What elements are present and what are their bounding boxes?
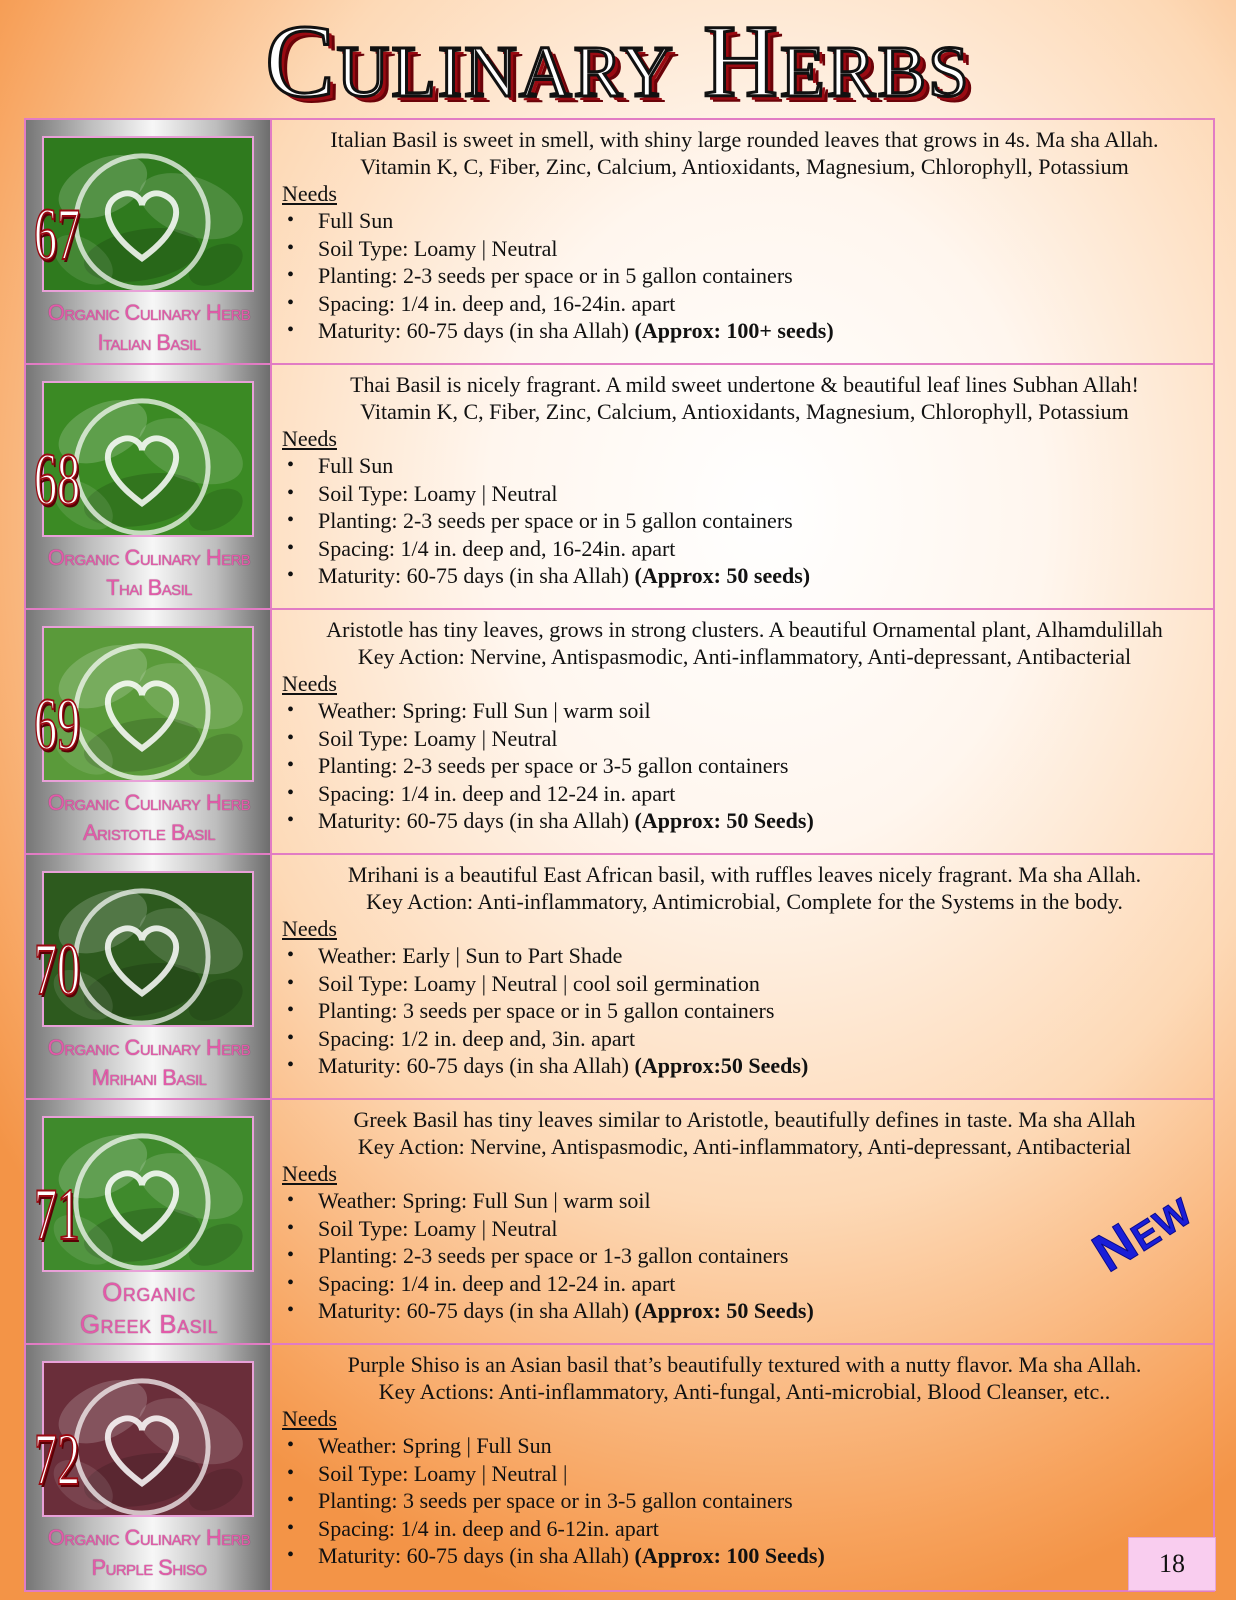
needs-list bbox=[282, 452, 1207, 590]
herb-info-cell bbox=[274, 1100, 1213, 1343]
needs-item-text: Planting: 3 seeds per space or in 5 gallon containers bbox=[318, 998, 775, 1024]
herb-number: 70 bbox=[34, 929, 80, 1011]
needs-item-text: Weather: Spring | Full Sun bbox=[318, 1433, 552, 1458]
page-title: Culinary Herbs bbox=[265, 4, 971, 119]
needs-label: Needs bbox=[282, 916, 337, 941]
page-number: 18 bbox=[1128, 1537, 1216, 1591]
needs-item bbox=[282, 997, 1207, 1025]
needs-list bbox=[282, 697, 1207, 835]
herb-row bbox=[26, 365, 1213, 610]
needs-item-text: Soil Type: Loamy | Neutral bbox=[318, 725, 558, 751]
herb-description: Greek Basil has tiny leaves similar to Aristotle, beautifully defines in taste. Ma sha Allah bbox=[353, 1107, 1136, 1132]
herb-description: Mrihani is a beautiful East African basil, with ruffles leaves nicely fragrant. Ma sha Allah. bbox=[347, 862, 1142, 887]
needs-item bbox=[282, 697, 1207, 725]
herb-row bbox=[26, 1345, 1213, 1590]
maturity-text: Maturity: 60-75 days (in sha Allah) bbox=[318, 1543, 630, 1569]
maturity-text: Maturity: 60-75 days (in sha Allah) bbox=[318, 1053, 630, 1079]
herb-description: Aristotle has tiny leaves, grows in strong clusters. A beautiful Ornamental plant, Alhamdulillah bbox=[326, 617, 1163, 642]
needs-item bbox=[282, 1487, 1207, 1515]
maturity-text: Maturity: 60-75 days (in sha Allah) bbox=[318, 318, 630, 344]
needs-label: Needs bbox=[282, 1161, 337, 1186]
needs-list bbox=[282, 1187, 1207, 1325]
herb-caption-line2: Greek Basil bbox=[79, 1309, 219, 1339]
needs-item bbox=[282, 725, 1207, 753]
needs-item-text: Spacing: 1/4 in. deep and 6-12in. apart bbox=[318, 1515, 659, 1541]
seed-count: (Approx: 100 Seeds) bbox=[634, 1543, 825, 1569]
needs-item bbox=[282, 780, 1207, 808]
herb-caption-line2: Purple Shiso bbox=[91, 1555, 207, 1580]
herb-caption bbox=[26, 298, 272, 358]
herb-row bbox=[26, 610, 1213, 855]
needs-item bbox=[282, 452, 1207, 480]
needs-item-maturity bbox=[282, 1297, 1207, 1325]
herb-number: 69 bbox=[34, 684, 80, 766]
needs-item-text: Planting: 3 seeds per space or in 3-5 gallon containers bbox=[318, 1488, 793, 1514]
herb-table bbox=[24, 118, 1215, 1592]
herb-image-cell bbox=[26, 855, 272, 1098]
herb-caption-line1: Organic Culinary Herb bbox=[47, 1525, 251, 1550]
herb-row bbox=[26, 1100, 1213, 1345]
needs-list bbox=[282, 1432, 1207, 1570]
needs-item bbox=[282, 507, 1207, 535]
needs-item-text: Soil Type: Loamy | Neutral | bbox=[318, 1460, 568, 1486]
herb-description: Purple Shiso is an Asian basil that’s beautifully textured with a nutty flavor. Ma sha Allah. bbox=[347, 1352, 1142, 1377]
herb-caption bbox=[26, 1276, 272, 1340]
needs-item-maturity bbox=[282, 1542, 1207, 1570]
needs-item-text: Soil Type: Loamy | Neutral | cool soil germination bbox=[318, 970, 760, 996]
herb-key-line: Key Action: Nervine, Antispasmodic, Anti-inflammatory, Anti-depressant, Antibacterial bbox=[357, 1134, 1132, 1159]
needs-item bbox=[282, 535, 1207, 563]
herb-info-cell bbox=[274, 365, 1213, 608]
herb-caption-line1: Organic Culinary Herb bbox=[47, 300, 251, 325]
maturity-text: Maturity: 60-75 days (in sha Allah) bbox=[318, 1298, 630, 1324]
needs-item-text: Full Sun bbox=[318, 453, 394, 478]
herb-row bbox=[26, 855, 1213, 1100]
herb-number: 68 bbox=[34, 439, 80, 521]
herb-caption bbox=[26, 788, 272, 848]
needs-item bbox=[282, 942, 1207, 970]
needs-label: Needs bbox=[282, 181, 337, 206]
needs-item bbox=[282, 235, 1207, 263]
seed-count: (Approx: 50 Seeds) bbox=[634, 1298, 814, 1324]
needs-label: Needs bbox=[282, 1406, 337, 1431]
needs-item bbox=[282, 1187, 1207, 1215]
herb-caption-line1: Organic Culinary Herb bbox=[47, 1035, 251, 1060]
herb-key-line: Key Actions: Anti-inflammatory, Anti-fungal, Anti-microbial, Blood Cleanser, etc.. bbox=[378, 1379, 1111, 1404]
herb-caption-line1: Organic Culinary Herb bbox=[47, 545, 251, 570]
herb-caption-line2: Thai Basil bbox=[106, 575, 192, 600]
needs-label: Needs bbox=[282, 671, 337, 696]
herb-number: 71 bbox=[34, 1174, 80, 1256]
needs-item-text: Soil Type: Loamy | Neutral bbox=[318, 1215, 558, 1241]
herb-info-cell bbox=[274, 120, 1213, 363]
herb-number: 72 bbox=[34, 1419, 80, 1501]
needs-item-text: Full Sun bbox=[318, 208, 394, 233]
needs-item-text: Soil Type: Loamy | Neutral bbox=[318, 235, 558, 261]
needs-item-text: Weather: Early | Sun to Part Shade bbox=[318, 943, 623, 968]
seed-count: (Approx: 50 seeds) bbox=[634, 563, 811, 589]
herb-key-line: Vitamin K, C, Fiber, Zinc, Calcium, Antioxidants, Magnesium, Chlorophyll, Potassium bbox=[360, 154, 1129, 179]
needs-item bbox=[282, 290, 1207, 318]
needs-item-text: Planting: 2-3 seeds per space or 3-5 gallon containers bbox=[318, 753, 789, 779]
needs-item bbox=[282, 1242, 1207, 1270]
needs-item bbox=[282, 1515, 1207, 1543]
herb-caption-line1: Organic Culinary Herb bbox=[47, 790, 251, 815]
herb-caption bbox=[26, 543, 272, 603]
needs-item-maturity bbox=[282, 1052, 1207, 1080]
needs-item bbox=[282, 1460, 1207, 1488]
herb-caption bbox=[26, 1523, 272, 1583]
needs-item bbox=[282, 1270, 1207, 1298]
needs-item-text: Planting: 2-3 seeds per space or 1-3 gallon containers bbox=[318, 1243, 789, 1269]
needs-item bbox=[282, 970, 1207, 998]
herb-key-line: Key Action: Nervine, Antispasmodic, Anti-inflammatory, Anti-depressant, Antibacterial bbox=[357, 644, 1132, 669]
herb-number: 67 bbox=[34, 194, 80, 276]
needs-item bbox=[282, 1025, 1207, 1053]
herb-row bbox=[26, 120, 1213, 365]
needs-item bbox=[282, 1432, 1207, 1460]
herb-caption-line2: Mrihani Basil bbox=[91, 1065, 207, 1090]
needs-list bbox=[282, 207, 1207, 345]
herb-caption bbox=[26, 1033, 272, 1093]
herb-caption-line1: Organic bbox=[102, 1277, 196, 1307]
needs-item-maturity bbox=[282, 317, 1207, 345]
herb-image-cell bbox=[26, 120, 272, 363]
needs-item-text: Soil Type: Loamy | Neutral bbox=[318, 480, 558, 506]
seed-count: (Approx: 50 Seeds) bbox=[634, 808, 814, 834]
needs-item bbox=[282, 752, 1207, 780]
needs-item-text: Spacing: 1/4 in. deep and, 16-24in. apart bbox=[318, 290, 676, 316]
herb-image-cell bbox=[26, 1100, 272, 1343]
needs-item bbox=[282, 1215, 1207, 1243]
seed-count: (Approx: 100+ seeds) bbox=[634, 318, 834, 344]
herb-key-line: Key Action: Anti-inflammatory, Antimicrobial, Complete for the Systems in the body. bbox=[366, 889, 1123, 914]
herb-info-cell bbox=[274, 855, 1213, 1098]
needs-item-text: Planting: 2-3 seeds per space or in 5 gallon containers bbox=[318, 263, 793, 289]
needs-label: Needs bbox=[282, 426, 337, 451]
maturity-text: Maturity: 60-75 days (in sha Allah) bbox=[318, 563, 630, 589]
seed-count: (Approx:50 Seeds) bbox=[634, 1053, 809, 1079]
needs-item bbox=[282, 207, 1207, 235]
new-badge: New bbox=[1082, 1178, 1202, 1284]
herb-description: Italian Basil is sweet in smell, with shiny large rounded leaves that grows in 4s. Ma sha Allah. bbox=[330, 127, 1159, 152]
herb-info-cell bbox=[274, 1345, 1213, 1590]
herb-image-cell bbox=[26, 1345, 272, 1590]
needs-item-text: Spacing: 1/4 in. deep and 12-24 in. apart bbox=[318, 780, 676, 806]
needs-list bbox=[282, 942, 1207, 1080]
needs-item-maturity bbox=[282, 807, 1207, 835]
herb-key-line: Vitamin K, C, Fiber, Zinc, Calcium, Antioxidants, Magnesium, Chlorophyll, Potassium bbox=[360, 399, 1129, 424]
herb-info-cell bbox=[274, 610, 1213, 853]
needs-item bbox=[282, 262, 1207, 290]
needs-item-text: Weather: Spring: Full Sun | warm soil bbox=[318, 698, 651, 723]
needs-item-text: Weather: Spring: Full Sun | warm soil bbox=[318, 1188, 651, 1213]
needs-item-text: Spacing: 1/2 in. deep and, 3in. apart bbox=[318, 1025, 636, 1051]
herb-description: Thai Basil is nicely fragrant. A mild sweet undertone & beautiful leaf lines Subhan Allah! bbox=[350, 372, 1139, 397]
herb-caption-line2: Aristotle Basil bbox=[82, 820, 216, 845]
needs-item-maturity bbox=[282, 562, 1207, 590]
herb-image-cell bbox=[26, 610, 272, 853]
needs-item-text: Spacing: 1/4 in. deep and 12-24 in. apart bbox=[318, 1270, 676, 1296]
maturity-text: Maturity: 60-75 days (in sha Allah) bbox=[318, 808, 630, 834]
needs-item-text: Spacing: 1/4 in. deep and, 16-24in. apart bbox=[318, 535, 676, 561]
needs-item bbox=[282, 480, 1207, 508]
herb-image-cell bbox=[26, 365, 272, 608]
needs-item-text: Planting: 2-3 seeds per space or in 5 gallon containers bbox=[318, 508, 793, 534]
herb-caption-line2: Italian Basil bbox=[97, 330, 201, 355]
